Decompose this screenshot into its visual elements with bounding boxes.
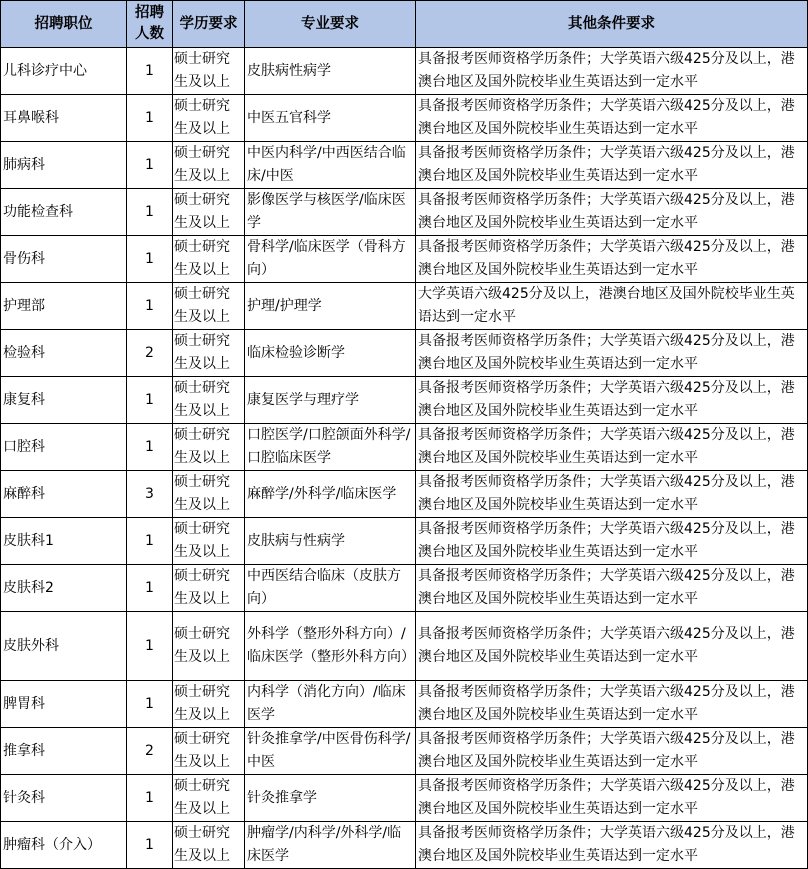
cell-major: 针灸推拿学/中医骨伤科学/中医 [245,728,416,775]
table-row [1,565,808,612]
cell-position: 耳鼻喉科 [1,95,127,142]
cell-major: 口腔医学/口腔颌面外科学/口腔临床医学 [245,424,416,471]
cell-count: 1 [127,565,173,612]
cell-education: 硕士研究生及以上 [173,822,245,869]
header-education: 学历要求 [173,1,245,48]
cell-major: 护理/护理学 [245,283,416,330]
cell-position: 护理部 [1,283,127,330]
cell-education: 硕士研究生及以上 [173,48,245,95]
cell-other: 具备报考医师资格学历条件；大学英语六级425分及以上，港澳台地区及国外院校毕业生英语达到一定水平 [416,822,808,869]
cell-count: 1 [127,612,173,681]
cell-major: 内科学（消化方向）/临床医学 [245,681,416,728]
cell-other: 具备报考医师资格学历条件；大学英语六级425分及以上，港澳台地区及国外院校毕业生英语达到一定水平 [416,471,808,518]
header-count: 招聘人数 [127,1,173,48]
cell-count: 1 [127,681,173,728]
cell-major: 骨科学/临床医学（骨科方向） [245,236,416,283]
cell-other: 具备报考医师资格学历条件；大学英语六级425分及以上，港澳台地区及国外院校毕业生英语达到一定水平 [416,424,808,471]
cell-major: 皮肤病与性病学 [245,518,416,565]
cell-other: 具备报考医师资格学历条件；大学英语六级425分及以上，港澳台地区及国外院校毕业生英语达到一定水平 [416,612,808,681]
table-row [1,681,808,728]
cell-other: 具备报考医师资格学历条件；大学英语六级425分及以上，港澳台地区及国外院校毕业生英语达到一定水平 [416,95,808,142]
cell-major: 影像医学与核医学/临床医学 [245,189,416,236]
table-body [1,48,808,869]
cell-other: 具备报考医师资格学历条件；大学英语六级425分及以上，港澳台地区及国外院校毕业生英语达到一定水平 [416,142,808,189]
cell-count: 3 [127,471,173,518]
table-row [1,48,808,95]
cell-education: 硕士研究生及以上 [173,565,245,612]
cell-other: 具备报考医师资格学历条件；大学英语六级425分及以上，港澳台地区及国外院校毕业生英语达到一定水平 [416,377,808,424]
cell-education: 硕士研究生及以上 [173,189,245,236]
cell-count: 1 [127,775,173,822]
table-row [1,236,808,283]
cell-education: 硕士研究生及以上 [173,612,245,681]
table-row [1,728,808,775]
header-position: 招聘职位 [1,1,127,48]
cell-education: 硕士研究生及以上 [173,471,245,518]
cell-position: 皮肤科2 [1,565,127,612]
table-row [1,95,808,142]
table-row [1,283,808,330]
cell-count: 1 [127,424,173,471]
cell-position: 功能检查科 [1,189,127,236]
cell-count: 1 [127,189,173,236]
cell-count: 1 [127,283,173,330]
table-row [1,612,808,681]
table-row [1,775,808,822]
cell-other: 具备报考医师资格学历条件；大学英语六级425分及以上，港澳台地区及国外院校毕业生英语达到一定水平 [416,565,808,612]
cell-position: 麻醉科 [1,471,127,518]
cell-other: 大学英语六级425分及以上，港澳台地区及国外院校毕业生英语达到一定水平 [416,283,808,330]
cell-other: 具备报考医师资格学历条件；大学英语六级425分及以上，港澳台地区及国外院校毕业生英语达到一定水平 [416,728,808,775]
cell-position: 推拿科 [1,728,127,775]
cell-count: 1 [127,95,173,142]
cell-count: 1 [127,518,173,565]
cell-position: 骨伤科 [1,236,127,283]
cell-major: 临床检验诊断学 [245,330,416,377]
header-major: 专业要求 [245,1,416,48]
cell-education: 硕士研究生及以上 [173,330,245,377]
cell-position: 检验科 [1,330,127,377]
cell-position: 脾胃科 [1,681,127,728]
cell-position: 针灸科 [1,775,127,822]
header-other: 其他条件要求 [416,1,808,48]
cell-education: 硕士研究生及以上 [173,283,245,330]
cell-position: 肿瘤科（介入） [1,822,127,869]
cell-major: 中医内科学/中西医结合临床/中医 [245,142,416,189]
cell-other: 具备报考医师资格学历条件；大学英语六级425分及以上，港澳台地区及国外院校毕业生英语达到一定水平 [416,775,808,822]
cell-major: 肿瘤学/内科学/外科学/临床医学 [245,822,416,869]
cell-education: 硕士研究生及以上 [173,681,245,728]
cell-position: 肺病科 [1,142,127,189]
cell-education: 硕士研究生及以上 [173,377,245,424]
cell-position: 康复科 [1,377,127,424]
cell-count: 1 [127,48,173,95]
cell-count: 1 [127,377,173,424]
cell-education: 硕士研究生及以上 [173,518,245,565]
table-row [1,377,808,424]
cell-major: 皮肤病性病学 [245,48,416,95]
cell-major: 外科学（整形外科方向）/临床医学（整形外科方向） [245,612,416,681]
cell-major: 中医五官科学 [245,95,416,142]
table-row [1,518,808,565]
cell-other: 具备报考医师资格学历条件；大学英语六级425分及以上，港澳台地区及国外院校毕业生英语达到一定水平 [416,48,808,95]
cell-education: 硕士研究生及以上 [173,236,245,283]
cell-count: 1 [127,236,173,283]
cell-other: 具备报考医师资格学历条件；大学英语六级425分及以上，港澳台地区及国外院校毕业生英语达到一定水平 [416,189,808,236]
table-row [1,822,808,869]
cell-education: 硕士研究生及以上 [173,142,245,189]
cell-major: 康复医学与理疗学 [245,377,416,424]
table-header-row [1,1,808,48]
cell-count: 1 [127,142,173,189]
cell-education: 硕士研究生及以上 [173,775,245,822]
cell-major: 中西医结合临床（皮肤方向） [245,565,416,612]
cell-position: 口腔科 [1,424,127,471]
cell-education: 硕士研究生及以上 [173,424,245,471]
cell-position: 皮肤科1 [1,518,127,565]
cell-other: 具备报考医师资格学历条件；大学英语六级425分及以上，港澳台地区及国外院校毕业生英语达到一定水平 [416,681,808,728]
cell-other: 具备报考医师资格学历条件；大学英语六级425分及以上，港澳台地区及国外院校毕业生英语达到一定水平 [416,518,808,565]
cell-other: 具备报考医师资格学历条件；大学英语六级425分及以上，港澳台地区及国外院校毕业生英语达到一定水平 [416,236,808,283]
table-row [1,471,808,518]
cell-major: 针灸推拿学 [245,775,416,822]
cell-count: 2 [127,728,173,775]
cell-education: 硕士研究生及以上 [173,728,245,775]
table-row [1,189,808,236]
cell-education: 硕士研究生及以上 [173,95,245,142]
cell-position: 皮肤外科 [1,612,127,681]
cell-count: 2 [127,330,173,377]
cell-count: 1 [127,822,173,869]
table-row [1,424,808,471]
cell-major: 麻醉学/外科学/临床医学 [245,471,416,518]
cell-other: 具备报考医师资格学历条件；大学英语六级425分及以上，港澳台地区及国外院校毕业生英语达到一定水平 [416,330,808,377]
table-row [1,330,808,377]
cell-position: 儿科诊疗中心 [1,48,127,95]
table-row [1,142,808,189]
